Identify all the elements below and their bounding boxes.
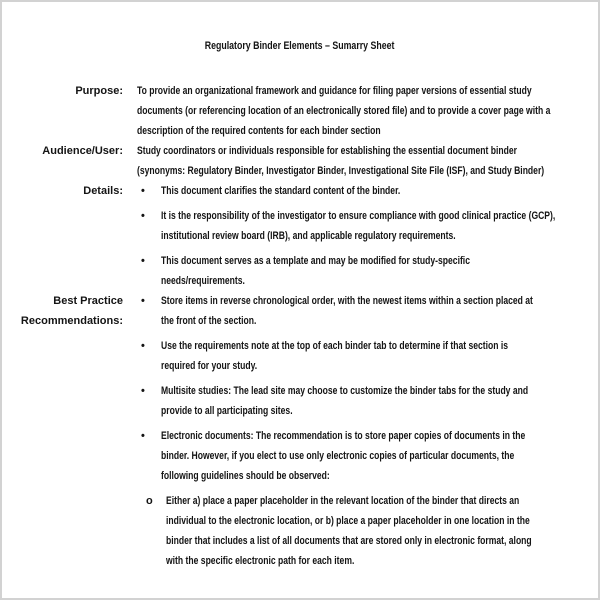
text-line: (synonyms: Regulatory Binder, Investigator Binder, Investigational Site File (ISF), and Study Binder) <box>137 165 545 177</box>
text-line: It is the responsibility of the investigator to ensure compliance with good clinical practice (GCP), <box>161 210 556 222</box>
section-best-practice-recommendations <box>2 291 598 571</box>
section-audience-user <box>2 141 598 181</box>
bullet-item <box>137 381 598 421</box>
bullet-marker: • <box>141 255 145 267</box>
paragraph <box>137 141 598 181</box>
text-line: required for your study. <box>161 360 258 372</box>
bullet-marker: • <box>141 185 145 197</box>
bullet-item <box>137 291 598 331</box>
text-line: with the specific electronic path for each item. <box>166 555 355 567</box>
label-text: Best Practice <box>53 295 123 307</box>
text-line: To provide an organizational framework and guidance for filing paper versions of essential study <box>137 85 532 97</box>
details-content <box>137 181 598 291</box>
best-practice-content <box>137 291 598 571</box>
label-text: Audience/User: <box>42 145 123 157</box>
text-line: This document clarifies the standard content of the binder. <box>161 185 401 197</box>
text-line: needs/requirements. <box>161 275 245 287</box>
bullet-marker: • <box>141 340 145 352</box>
sub-bullet-item <box>137 491 598 571</box>
text-line: documents (or referencing location of an electronically stored file) and to provide a cover page with a <box>137 105 551 117</box>
text-line: the front of the section. <box>161 315 257 327</box>
label-text: Recommendations: <box>20 315 123 327</box>
bullet-item <box>137 181 598 201</box>
section-details <box>2 181 598 291</box>
label-text: Purpose: <box>75 85 123 97</box>
bullet-marker: • <box>141 385 145 397</box>
text-line: following guidelines should be observed: <box>161 470 330 482</box>
bullet-item <box>137 251 598 291</box>
audience-content <box>137 141 598 181</box>
bullet-marker: • <box>141 210 145 222</box>
text-line: individual to the electronic location, or b) place a paper placeholder in one location in the <box>166 515 530 527</box>
text-line: binder that includes a list of all documents that are stored only in electronic format, along <box>166 535 532 547</box>
sub-bullet-marker: o <box>146 495 153 507</box>
purpose-content <box>137 81 598 141</box>
text-line: Store items in reverse chronological order, with the newest items within a section placed at <box>161 295 533 307</box>
bullet-item <box>137 206 598 246</box>
paragraph <box>137 81 598 141</box>
text-line: Use the requirements note at the top of each binder tab to determine if that section is <box>161 340 509 352</box>
text-line: Multisite studies: The lead site may choose to customize the binder tabs for the study and <box>161 385 529 397</box>
bullet-marker: • <box>141 295 145 307</box>
label-text: Details: <box>83 185 123 197</box>
page-title: Regulatory Binder Elements – Sumarry Sheet <box>205 40 395 52</box>
text-line: provide to all participating sites. <box>161 405 293 417</box>
section-label-best-practice <box>2 291 123 331</box>
text-line: Electronic documents: The recommendation is to store paper copies of documents in the <box>161 430 526 442</box>
title-area <box>2 2 598 56</box>
text-line: description of the required contents for each binder section <box>137 125 381 137</box>
text-line: institutional review board (IRB), and applicable regulatory requirements. <box>161 230 456 242</box>
section-label-details <box>2 181 123 201</box>
text-line: binder. However, if you elect to use only electronic copies of particular documents, the <box>161 450 515 462</box>
text-line: Study coordinators or individuals responsible for establishing the essential document binder <box>137 145 517 157</box>
text-line: This document serves as a template and may be modified for study-specific <box>161 255 470 267</box>
section-label-audience-user <box>2 141 123 161</box>
section-label-purpose <box>2 81 123 101</box>
bullet-item <box>137 336 598 376</box>
bullet-item <box>137 426 598 486</box>
section-purpose <box>2 81 598 141</box>
text-line: Either a) place a paper placeholder in the relevant location of the binder that directs an <box>166 495 520 507</box>
document-body <box>2 81 598 571</box>
bullet-marker: • <box>141 430 145 442</box>
